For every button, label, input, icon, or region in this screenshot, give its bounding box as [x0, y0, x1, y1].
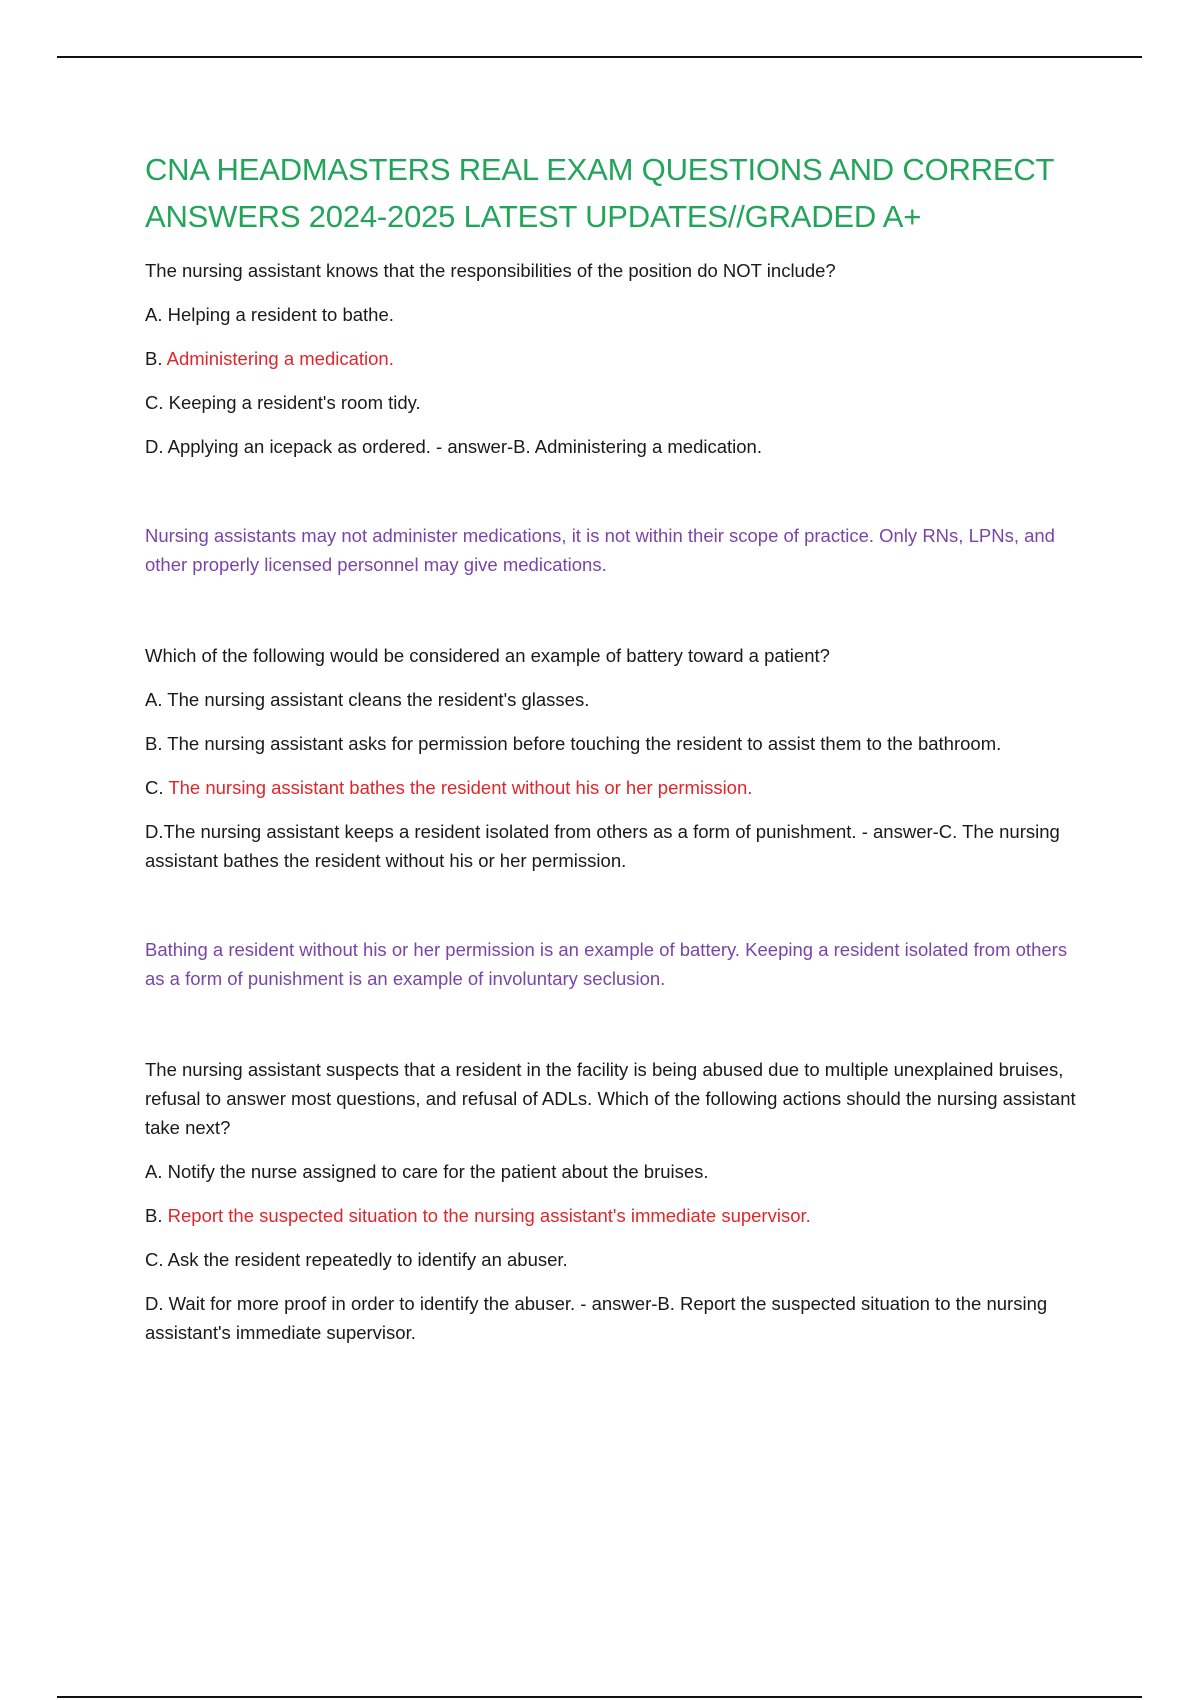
option-text: Keeping a resident's room tidy. — [168, 392, 421, 413]
answer-option — [145, 773, 1090, 802]
answer-option — [145, 388, 1090, 417]
option-letter: A. — [145, 304, 168, 325]
answer-option — [145, 1201, 1090, 1230]
explanation-text: Bathing a resident without his or her permission is an example of battery. Keeping a resident isolated from others as a form of punishment is an example of involuntary seclusion. — [145, 939, 1068, 989]
option-letter: A. — [145, 689, 168, 710]
option-letter: C. — [145, 777, 169, 798]
answer-option — [145, 685, 1090, 714]
answer-option — [145, 432, 1090, 461]
question-text: The nursing assistant suspects that a resident in the facility is being abused due to multiple unexplained bruises, refusal to answer most questions, and refusal of ADLs. Which of the following actions should the nursing assistant take next? — [145, 1059, 1076, 1138]
document-body — [145, 146, 1090, 1347]
option-text: Wait for more proof in order to identify the abuser. - answer-B. Report the suspected situation to the nursing assistant's immediate supervisor. — [145, 1293, 1048, 1343]
option-text: The nursing assistant keeps a resident isolated from others as a form of punishment. - answer-C. The nursing assistant bathes the resident without his or her permission. — [145, 821, 1060, 871]
bottom-rule — [57, 1696, 1142, 1698]
option-letter: D. — [145, 436, 168, 457]
question-text: The nursing assistant knows that the responsibilities of the position do NOT include? — [145, 260, 836, 281]
question-block — [145, 1055, 1090, 1347]
answer-option — [145, 300, 1090, 329]
correct-answer-text: The nursing assistant bathes the resident without his or her permission. — [168, 777, 753, 798]
option-text: The nursing assistant asks for permission before touching the resident to assist them to the bathroom. — [167, 733, 1002, 754]
option-text: Notify the nurse assigned to care for the patient about the bruises. — [167, 1161, 709, 1182]
option-letter: C. — [145, 392, 169, 413]
top-rule — [57, 56, 1142, 58]
correct-answer-text: Administering a medication. — [166, 348, 394, 369]
answer-option — [145, 1245, 1090, 1274]
answer-option — [145, 1289, 1090, 1347]
document-title-line-2: ANSWERS 2024-2025 LATEST UPDATES//GRADED A+ — [145, 199, 922, 234]
question-text: Which of the following would be considered an example of battery toward a patient? — [145, 645, 830, 666]
correct-answer-text: Report the suspected situation to the nursing assistant's immediate supervisor. — [167, 1205, 811, 1226]
option-letter: B. — [145, 1205, 168, 1226]
option-letter: D. — [145, 821, 164, 842]
question-block — [145, 256, 1090, 579]
answer-option — [145, 344, 1090, 373]
explanation-text: Nursing assistants may not administer medications, it is not within their scope of practice. Only RNs, LPNs, and other properly licensed personnel may give medications. — [145, 525, 1055, 575]
option-letter: B. — [145, 733, 168, 754]
document-title-line-1: CNA HEADMASTERS REAL EXAM QUESTIONS AND CORRECT — [145, 152, 1055, 187]
option-letter: B. — [145, 348, 167, 369]
option-text: Ask the resident repeatedly to identify an abuser. — [167, 1249, 568, 1270]
answer-option — [145, 729, 1090, 758]
document-title — [145, 146, 1090, 240]
option-letter: D. — [145, 1293, 169, 1314]
question-list — [145, 256, 1090, 1347]
answer-option — [145, 1157, 1090, 1186]
option-text: The nursing assistant cleans the resident's glasses. — [167, 689, 590, 710]
option-text: Applying an icepack as ordered. - answer-B. Administering a medication. — [167, 436, 762, 457]
option-letter: A. — [145, 1161, 168, 1182]
option-text: Helping a resident to bathe. — [167, 304, 394, 325]
question-block — [145, 641, 1090, 993]
answer-option — [145, 817, 1090, 875]
option-letter: C. — [145, 1249, 168, 1270]
